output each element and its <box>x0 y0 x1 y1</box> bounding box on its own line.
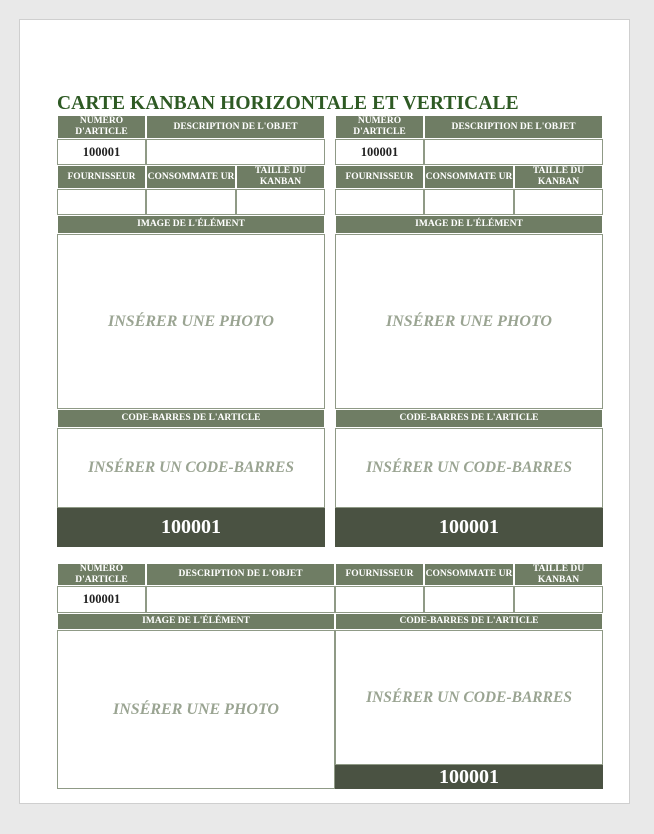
kanban-size-value[interactable] <box>236 189 325 215</box>
header-barcode: CODE-BARRES DE L'ARTICLE <box>335 613 603 630</box>
description-value[interactable] <box>146 139 325 165</box>
header-item-number: NUMÉRO D'ARTICLE <box>57 115 146 139</box>
description-value[interactable] <box>146 586 335 613</box>
header-consumer: CONSOMMATE UR <box>424 165 514 189</box>
header-item-image: IMAGE DE L'ÉLÉMENT <box>335 215 603 234</box>
header-kanban-size: TAILLE DU KANBAN <box>514 563 603 586</box>
header-consumer: CONSOMMATE UR <box>424 563 514 586</box>
supplier-value[interactable] <box>57 189 146 215</box>
header-description: DESCRIPTION DE L'OBJET <box>424 115 603 139</box>
kanban-size-value[interactable] <box>514 586 603 613</box>
barcode-number-bar: 100001 <box>335 765 603 789</box>
header-description: DESCRIPTION DE L'OBJET <box>146 115 325 139</box>
header-item-image: IMAGE DE L'ÉLÉMENT <box>57 613 335 630</box>
consumer-value[interactable] <box>424 586 514 613</box>
barcode-number-bar: 100001 <box>57 508 325 547</box>
photo-placeholder[interactable]: INSÉRER UNE PHOTO <box>57 630 335 789</box>
header-supplier: FOURNISSEUR <box>335 165 424 189</box>
photo-placeholder[interactable]: INSÉRER UNE PHOTO <box>57 234 325 409</box>
item-number-value[interactable]: 100001 <box>57 139 146 165</box>
header-consumer: CONSOMMATE UR <box>146 165 236 189</box>
description-value[interactable] <box>424 139 603 165</box>
header-item-number: NUMÉRO D'ARTICLE <box>335 115 424 139</box>
barcode-placeholder[interactable]: INSÉRER UN CODE-BARRES <box>57 428 325 508</box>
item-number-value[interactable]: 100001 <box>57 586 146 613</box>
header-supplier: FOURNISSEUR <box>57 165 146 189</box>
header-description: DESCRIPTION DE L'OBJET <box>146 563 335 586</box>
header-item-image: IMAGE DE L'ÉLÉMENT <box>57 215 325 234</box>
header-supplier: FOURNISSEUR <box>335 563 424 586</box>
barcode-placeholder[interactable]: INSÉRER UN CODE-BARRES <box>335 630 603 765</box>
consumer-value[interactable] <box>146 189 236 215</box>
header-kanban-size: TAILLE DU KANBAN <box>514 165 603 189</box>
photo-placeholder[interactable]: INSÉRER UNE PHOTO <box>335 234 603 409</box>
header-kanban-size: TAILLE DU KANBAN <box>236 165 325 189</box>
consumer-value[interactable] <box>424 189 514 215</box>
barcode-number-bar: 100001 <box>335 508 603 547</box>
supplier-value[interactable] <box>335 189 424 215</box>
barcode-placeholder[interactable]: INSÉRER UN CODE-BARRES <box>335 428 603 508</box>
kanban-size-value[interactable] <box>514 189 603 215</box>
page-title: CARTE KANBAN HORIZONTALE ET VERTICALE <box>57 93 519 114</box>
supplier-value[interactable] <box>335 586 424 613</box>
header-item-number: NUMÉRO D'ARTICLE <box>57 563 146 586</box>
header-barcode: CODE-BARRES DE L'ARTICLE <box>335 409 603 428</box>
header-barcode: CODE-BARRES DE L'ARTICLE <box>57 409 325 428</box>
item-number-value[interactable]: 100001 <box>335 139 424 165</box>
